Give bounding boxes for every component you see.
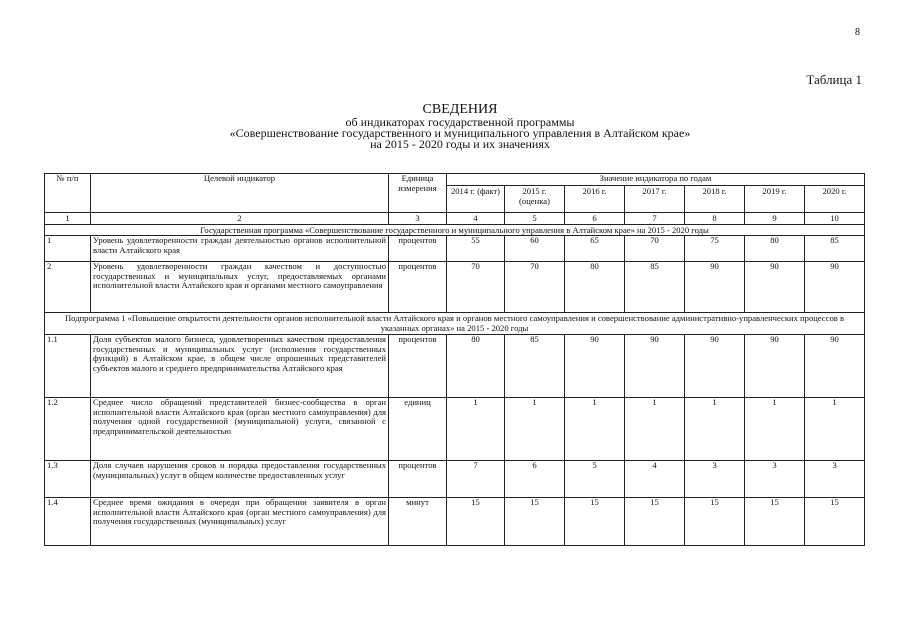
indicator-value: 1 xyxy=(685,398,745,461)
column-number: 10 xyxy=(805,213,865,225)
indicator-value: 1 xyxy=(565,398,625,461)
indicator-value: 3 xyxy=(745,461,805,498)
indicator-value: 6 xyxy=(505,461,565,498)
indicator-value: 1 xyxy=(447,398,505,461)
column-number: 2 xyxy=(91,213,389,225)
table-row xyxy=(45,461,865,498)
table-row xyxy=(45,236,865,262)
indicator-name: Среднее число обращений представителей бизнес-сообщества в орган исполнительной власти Алтайского края (орган местного самоуправления) для получения одной государственной (муниципальной) услуги, связанной с предпринимательской деятельностью xyxy=(91,398,389,461)
indicator-value: 70 xyxy=(447,262,505,313)
table-label: Таблица 1 xyxy=(806,72,862,87)
indicator-unit: процентов xyxy=(389,262,447,313)
indicator-value: 80 xyxy=(745,236,805,262)
indicator-unit: единиц xyxy=(389,398,447,461)
header-year: 2017 г. xyxy=(625,186,685,213)
indicator-value: 70 xyxy=(505,262,565,313)
indicator-value: 15 xyxy=(505,498,565,546)
indicator-name: Среднее время ожидания в очереди при обращении заявителя в орган исполнительной власти Алтайского края (орган местного самоуправления) для получения государственных (муниципальных) услуг xyxy=(91,498,389,546)
table-row xyxy=(45,398,865,461)
column-number: 6 xyxy=(565,213,625,225)
indicator-value: 3 xyxy=(685,461,745,498)
page-number: 8 xyxy=(855,27,860,38)
indicator-value: 60 xyxy=(505,236,565,262)
indicator-value: 70 xyxy=(625,236,685,262)
title-line-1: об индикаторах государственной программы xyxy=(345,115,575,129)
indicator-value: 15 xyxy=(565,498,625,546)
indicator-value: 90 xyxy=(625,335,685,398)
subprogram-section xyxy=(45,313,865,335)
indicator-name: Уровень удовлетворенности граждан деятельностью органов исполнительной власти Алтайского края xyxy=(91,236,389,262)
title-line-3: на 2015 - 2020 годы и их значениях xyxy=(370,137,550,151)
column-number: 1 xyxy=(45,213,91,225)
indicator-value: 15 xyxy=(745,498,805,546)
indicator-value: 1 xyxy=(745,398,805,461)
row-number: 1.3 xyxy=(45,461,91,498)
header-num: № п/п xyxy=(45,174,91,213)
indicator-name: Уровень удовлетворенности граждан качеством и доступностью государственных и муниципальных услуг, предоставляемых органами исполнительной власти Алтайского края и органами местного самоуправления xyxy=(91,262,389,313)
header-year: 2018 г. xyxy=(685,186,745,213)
subprogram-section-title: Подпрограмма 1 «Повышение открытости деятельности органов исполнительной власти Алтайского края и органов местного самоуправления и совершенствование административно-управленческих процессов в указанных органах» на 2015 - 2020 годы xyxy=(45,313,865,335)
row-number: 1.2 xyxy=(45,398,91,461)
header-year: 2015 г. (оценка) xyxy=(505,186,565,213)
indicator-value: 80 xyxy=(565,262,625,313)
indicator-value: 90 xyxy=(805,262,865,313)
indicator-value: 1 xyxy=(805,398,865,461)
column-number: 8 xyxy=(685,213,745,225)
row-number: 2 xyxy=(45,262,91,313)
title-line-2: «Совершенствование государственного и муниципального управления в Алтайском крае» xyxy=(229,126,691,140)
indicator-value: 1 xyxy=(505,398,565,461)
indicator-value: 85 xyxy=(505,335,565,398)
header-year: 2016 г. xyxy=(565,186,625,213)
indicator-unit: процентов xyxy=(389,236,447,262)
indicator-value: 15 xyxy=(685,498,745,546)
indicator-value: 80 xyxy=(447,335,505,398)
indicator-value: 3 xyxy=(805,461,865,498)
table-row xyxy=(45,335,865,398)
column-number: 4 xyxy=(447,213,505,225)
header-values: Значение индикатора по годам xyxy=(447,174,865,186)
indicator-value: 90 xyxy=(745,335,805,398)
indicator-value: 4 xyxy=(625,461,685,498)
indicator-unit: процентов xyxy=(389,335,447,398)
column-numbers-row xyxy=(45,213,865,225)
title-main: СВЕДЕНИЯ xyxy=(422,102,498,117)
column-number: 9 xyxy=(745,213,805,225)
column-number: 5 xyxy=(505,213,565,225)
indicator-value: 85 xyxy=(805,236,865,262)
header-year: 2020 г. xyxy=(805,186,865,213)
row-number: 1.4 xyxy=(45,498,91,546)
indicator-value: 15 xyxy=(447,498,505,546)
indicator-value: 1 xyxy=(625,398,685,461)
indicator-value: 7 xyxy=(447,461,505,498)
header-year: 2014 г. (факт) xyxy=(447,186,505,213)
header-row-1 xyxy=(45,174,865,186)
indicator-value: 15 xyxy=(625,498,685,546)
table-row xyxy=(45,498,865,546)
indicator-value: 5 xyxy=(565,461,625,498)
row-number: 1.1 xyxy=(45,335,91,398)
document-title xyxy=(80,103,840,150)
indicator-value: 90 xyxy=(685,262,745,313)
table-row xyxy=(45,262,865,313)
indicator-value: 90 xyxy=(685,335,745,398)
indicator-name: Доля случаев нарушения сроков и порядка предоставления государственных (муниципальных) услуг в общем количестве предоставленных услуг xyxy=(91,461,389,498)
header-indicator: Целевой индикатор xyxy=(91,174,389,213)
indicator-value: 90 xyxy=(745,262,805,313)
indicator-unit: процентов xyxy=(389,461,447,498)
indicator-value: 75 xyxy=(685,236,745,262)
header-year: 2019 г. xyxy=(745,186,805,213)
indicator-value: 85 xyxy=(625,262,685,313)
column-number: 7 xyxy=(625,213,685,225)
indicator-value: 90 xyxy=(805,335,865,398)
indicator-value: 90 xyxy=(565,335,625,398)
indicator-value: 65 xyxy=(565,236,625,262)
indicator-unit: минут xyxy=(389,498,447,546)
program-section xyxy=(45,225,865,236)
row-number: 1 xyxy=(45,236,91,262)
indicator-value: 55 xyxy=(447,236,505,262)
header-unit: Единица измерения xyxy=(389,174,447,213)
indicator-value: 15 xyxy=(805,498,865,546)
column-number: 3 xyxy=(389,213,447,225)
indicator-name: Доля субъектов малого бизнеса, удовлетворенных качеством предоставления государственных и муниципальных услуг (исполнения государственных функций) в Алтайском крае, в общем числе опрошенных представителей субъектов малого и среднего предпринимательства Алтайского края xyxy=(91,335,389,398)
indicators-table xyxy=(44,173,865,546)
program-section-title: Государственная программа «Совершенствование государственного и муниципального управления в Алтайском крае» на 2015 - 2020 годы xyxy=(45,225,865,236)
